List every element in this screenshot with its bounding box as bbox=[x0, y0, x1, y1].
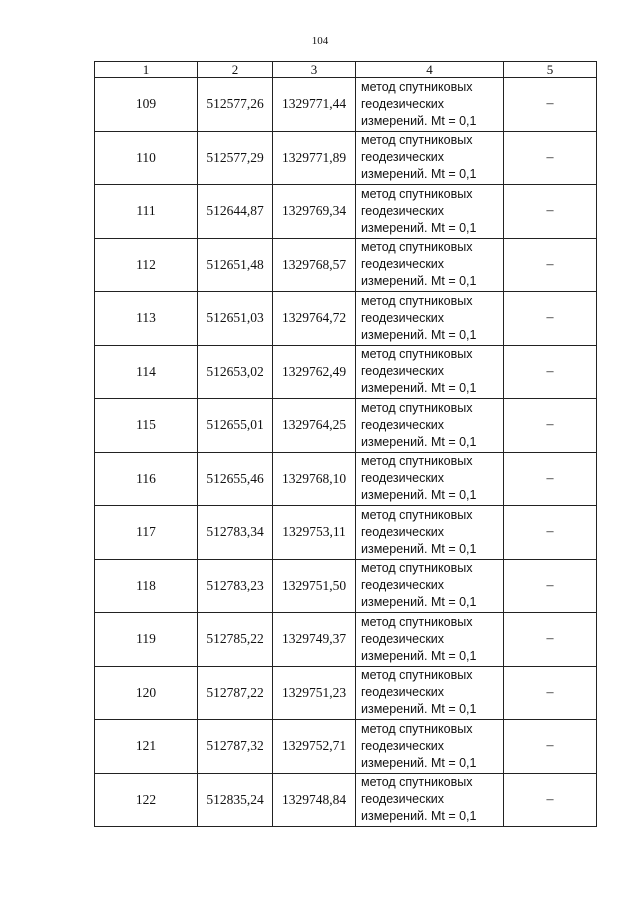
point-number-cell: 109 bbox=[95, 78, 198, 132]
method-cell bbox=[356, 506, 504, 560]
method-line: измерений. Mt = 0,1 bbox=[361, 113, 477, 128]
x-coordinate-cell: 512577,26 bbox=[198, 78, 273, 132]
method-line: геодезических bbox=[361, 257, 445, 272]
method-line: измерений. Mt = 0,1 bbox=[361, 167, 477, 182]
method-line: измерений. Mt = 0,1 bbox=[361, 541, 477, 556]
x-coordinate-cell: 512651,48 bbox=[198, 238, 273, 292]
method-line: метод спутниковых bbox=[361, 454, 473, 469]
method-line: геодезических bbox=[361, 310, 445, 325]
method-cell bbox=[356, 292, 504, 346]
method-line: геодезических bbox=[361, 685, 445, 700]
note-cell: – bbox=[504, 773, 597, 827]
table-row bbox=[95, 399, 597, 453]
method-line: измерений. Mt = 0,1 bbox=[361, 220, 477, 235]
table-row bbox=[95, 185, 597, 239]
note-cell: – bbox=[504, 345, 597, 399]
x-coordinate-cell: 512785,22 bbox=[198, 613, 273, 667]
point-number-cell: 111 bbox=[95, 185, 198, 239]
y-coordinate-cell: 1329769,34 bbox=[273, 185, 356, 239]
x-coordinate-cell: 512644,87 bbox=[198, 185, 273, 239]
table-row bbox=[95, 345, 597, 399]
note-cell: – bbox=[504, 613, 597, 667]
table-row bbox=[95, 78, 597, 132]
method-line: геодезических bbox=[361, 417, 445, 432]
method-cell bbox=[356, 131, 504, 185]
table-header-row bbox=[95, 62, 597, 78]
note-cell: – bbox=[504, 238, 597, 292]
note-cell: – bbox=[504, 452, 597, 506]
table-row bbox=[95, 559, 597, 613]
y-coordinate-cell: 1329752,71 bbox=[273, 720, 356, 774]
note-cell: – bbox=[504, 720, 597, 774]
x-coordinate-cell: 512783,23 bbox=[198, 559, 273, 613]
table-row bbox=[95, 720, 597, 774]
point-number-cell: 113 bbox=[95, 292, 198, 346]
method-line: геодезических bbox=[361, 203, 445, 218]
method-line: геодезических bbox=[361, 96, 445, 111]
method-line: измерений. Mt = 0,1 bbox=[361, 434, 477, 449]
method-line: геодезических bbox=[361, 364, 445, 379]
method-line: метод спутниковых bbox=[361, 240, 473, 255]
note-cell: – bbox=[504, 131, 597, 185]
method-line: геодезических bbox=[361, 150, 445, 165]
method-line: метод спутниковых bbox=[361, 561, 473, 576]
table-body bbox=[95, 78, 597, 827]
y-coordinate-cell: 1329748,84 bbox=[273, 773, 356, 827]
x-coordinate-cell: 512655,01 bbox=[198, 399, 273, 453]
point-number-cell: 110 bbox=[95, 131, 198, 185]
table-row bbox=[95, 666, 597, 720]
method-cell bbox=[356, 345, 504, 399]
note-cell: – bbox=[504, 506, 597, 560]
x-coordinate-cell: 512787,22 bbox=[198, 666, 273, 720]
note-cell: – bbox=[504, 666, 597, 720]
method-line: метод спутниковых bbox=[361, 775, 473, 790]
coordinates-table bbox=[94, 61, 597, 827]
x-coordinate-cell: 512787,32 bbox=[198, 720, 273, 774]
y-coordinate-cell: 1329764,25 bbox=[273, 399, 356, 453]
table-row bbox=[95, 506, 597, 560]
table-row bbox=[95, 131, 597, 185]
method-cell bbox=[356, 238, 504, 292]
method-line: метод спутниковых bbox=[361, 186, 473, 201]
y-coordinate-cell: 1329762,49 bbox=[273, 345, 356, 399]
method-line: геодезических bbox=[361, 738, 445, 753]
y-coordinate-cell: 1329749,37 bbox=[273, 613, 356, 667]
table-row bbox=[95, 773, 597, 827]
x-coordinate-cell: 512835,24 bbox=[198, 773, 273, 827]
point-number-cell: 121 bbox=[95, 720, 198, 774]
point-number-cell: 116 bbox=[95, 452, 198, 506]
x-coordinate-cell: 512653,02 bbox=[198, 345, 273, 399]
note-cell: – bbox=[504, 399, 597, 453]
x-coordinate-cell: 512655,46 bbox=[198, 452, 273, 506]
method-cell bbox=[356, 452, 504, 506]
method-line: измерений. Mt = 0,1 bbox=[361, 381, 477, 396]
y-coordinate-cell: 1329751,23 bbox=[273, 666, 356, 720]
method-line: измерений. Mt = 0,1 bbox=[361, 327, 477, 342]
y-coordinate-cell: 1329771,89 bbox=[273, 131, 356, 185]
point-number-cell: 117 bbox=[95, 506, 198, 560]
method-line: метод спутниковых bbox=[361, 400, 473, 415]
point-number-cell: 118 bbox=[95, 559, 198, 613]
method-line: измерений. Mt = 0,1 bbox=[361, 488, 477, 503]
header-col-5: 5 bbox=[504, 62, 597, 78]
method-line: геодезических bbox=[361, 792, 445, 807]
x-coordinate-cell: 512577,29 bbox=[198, 131, 273, 185]
method-line: измерений. Mt = 0,1 bbox=[361, 809, 477, 824]
point-number-cell: 115 bbox=[95, 399, 198, 453]
method-line: геодезических bbox=[361, 578, 445, 593]
method-line: измерений. Mt = 0,1 bbox=[361, 702, 477, 717]
table-row bbox=[95, 613, 597, 667]
method-line: геодезических bbox=[361, 631, 445, 646]
point-number-cell: 122 bbox=[95, 773, 198, 827]
y-coordinate-cell: 1329753,11 bbox=[273, 506, 356, 560]
method-cell bbox=[356, 773, 504, 827]
method-line: измерений. Mt = 0,1 bbox=[361, 595, 477, 610]
method-line: метод спутниковых bbox=[361, 133, 473, 148]
method-line: измерений. Mt = 0,1 bbox=[361, 274, 477, 289]
method-cell bbox=[356, 559, 504, 613]
method-line: метод спутниковых bbox=[361, 721, 473, 736]
y-coordinate-cell: 1329768,57 bbox=[273, 238, 356, 292]
table-row bbox=[95, 292, 597, 346]
x-coordinate-cell: 512783,34 bbox=[198, 506, 273, 560]
x-coordinate-cell: 512651,03 bbox=[198, 292, 273, 346]
y-coordinate-cell: 1329751,50 bbox=[273, 559, 356, 613]
point-number-cell: 120 bbox=[95, 666, 198, 720]
method-cell bbox=[356, 666, 504, 720]
page-number: 104 bbox=[311, 35, 329, 47]
method-line: измерений. Mt = 0,1 bbox=[361, 648, 477, 663]
method-line: метод спутниковых bbox=[361, 614, 473, 629]
point-number-cell: 119 bbox=[95, 613, 198, 667]
method-line: метод спутниковых bbox=[361, 293, 473, 308]
header-col-4: 4 bbox=[356, 62, 504, 78]
method-line: метод спутниковых bbox=[361, 507, 473, 522]
method-line: геодезических bbox=[361, 524, 445, 539]
method-line: геодезических bbox=[361, 471, 445, 486]
note-cell: – bbox=[504, 78, 597, 132]
method-cell bbox=[356, 613, 504, 667]
method-cell bbox=[356, 399, 504, 453]
method-line: метод спутниковых bbox=[361, 79, 473, 94]
header-col-1: 1 bbox=[95, 62, 198, 78]
table-row bbox=[95, 452, 597, 506]
method-line: измерений. Mt = 0,1 bbox=[361, 755, 477, 770]
y-coordinate-cell: 1329771,44 bbox=[273, 78, 356, 132]
note-cell: – bbox=[504, 292, 597, 346]
method-cell bbox=[356, 78, 504, 132]
note-cell: – bbox=[504, 185, 597, 239]
point-number-cell: 112 bbox=[95, 238, 198, 292]
method-cell bbox=[356, 720, 504, 774]
table-row bbox=[95, 238, 597, 292]
y-coordinate-cell: 1329768,10 bbox=[273, 452, 356, 506]
note-cell: – bbox=[504, 559, 597, 613]
method-cell bbox=[356, 185, 504, 239]
point-number-cell: 114 bbox=[95, 345, 198, 399]
method-line: метод спутниковых bbox=[361, 668, 473, 683]
header-col-2: 2 bbox=[198, 62, 273, 78]
y-coordinate-cell: 1329764,72 bbox=[273, 292, 356, 346]
header-col-3: 3 bbox=[273, 62, 356, 78]
method-line: метод спутниковых bbox=[361, 347, 473, 362]
